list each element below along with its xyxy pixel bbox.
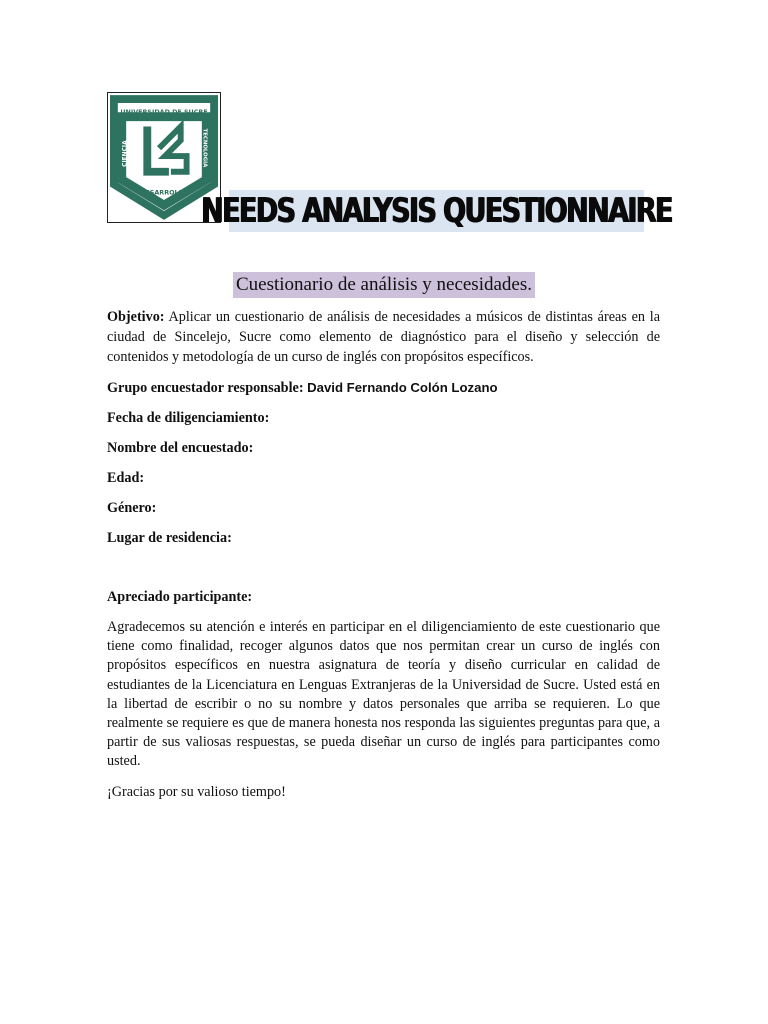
field-name-label: Nombre del encuestado: <box>107 440 254 456</box>
objective-label: Objetivo: <box>107 309 165 325</box>
field-date-label: Fecha de diligenciamiento: <box>107 410 270 426</box>
objective-paragraph <box>107 307 660 367</box>
greeting: Apreciado participante: <box>107 589 253 605</box>
subtitle-row <box>0 272 768 298</box>
group-label: Grupo encuestador responsable: <box>107 380 304 396</box>
objective-text: Aplicar un cuestionario de análisis de necesidades a músicos de distintas áreas en la ciudad de Sincelejo, Sucre como elemento de diagnóstico para el diseño y selección de contenidos y metodología de un curso de inglés con propósitos específicos. <box>107 309 660 365</box>
logo-left-text: CIENCIA <box>122 140 129 167</box>
group-value: David Fernando Colón Lozano <box>307 380 498 395</box>
field-residence-label: Lugar de residencia: <box>107 530 232 546</box>
field-age-label: Edad: <box>107 470 145 486</box>
logo-bottom-text: DESARROLLO <box>140 188 188 197</box>
group-row <box>107 378 660 398</box>
thanks-line: ¡Gracias por su valioso tiempo! <box>107 784 286 800</box>
title-banner <box>201 190 672 232</box>
body-paragraph: Agradecemos su atención e interés en participar en el diligenciamiento de este cuestionario que tiene como finalidad, recoger algunos datos que nos permitan crear un curso de inglés con propósitos específicos en nuestra asignatura de teoría y diseño curricular en calidad de estudiantes de la Licenciatura en Lenguas Extranjeras de la Universidad de Sucre. Usted está en la libertad de escribir o no su nombre y datos personales que arriba se requieren. Lo que realmente se requiere es que de manera honesta nos responda las siguientes preguntas para que, a partir de sus valiosas respuestas, se pueda diseñar un curso de inglés para participantes como usted. <box>107 619 660 770</box>
logo-top-text: UNIVERSIDAD DE SUCRE <box>120 107 208 116</box>
field-gender-label: Género: <box>107 500 157 516</box>
logo-right-text: TECNOLOGIA <box>201 128 208 168</box>
document-title: NEEDS ANALYSIS QUESTIONNAIRE <box>201 191 672 231</box>
document-subtitle: Cuestionario de análisis y necesidades. <box>233 272 535 298</box>
